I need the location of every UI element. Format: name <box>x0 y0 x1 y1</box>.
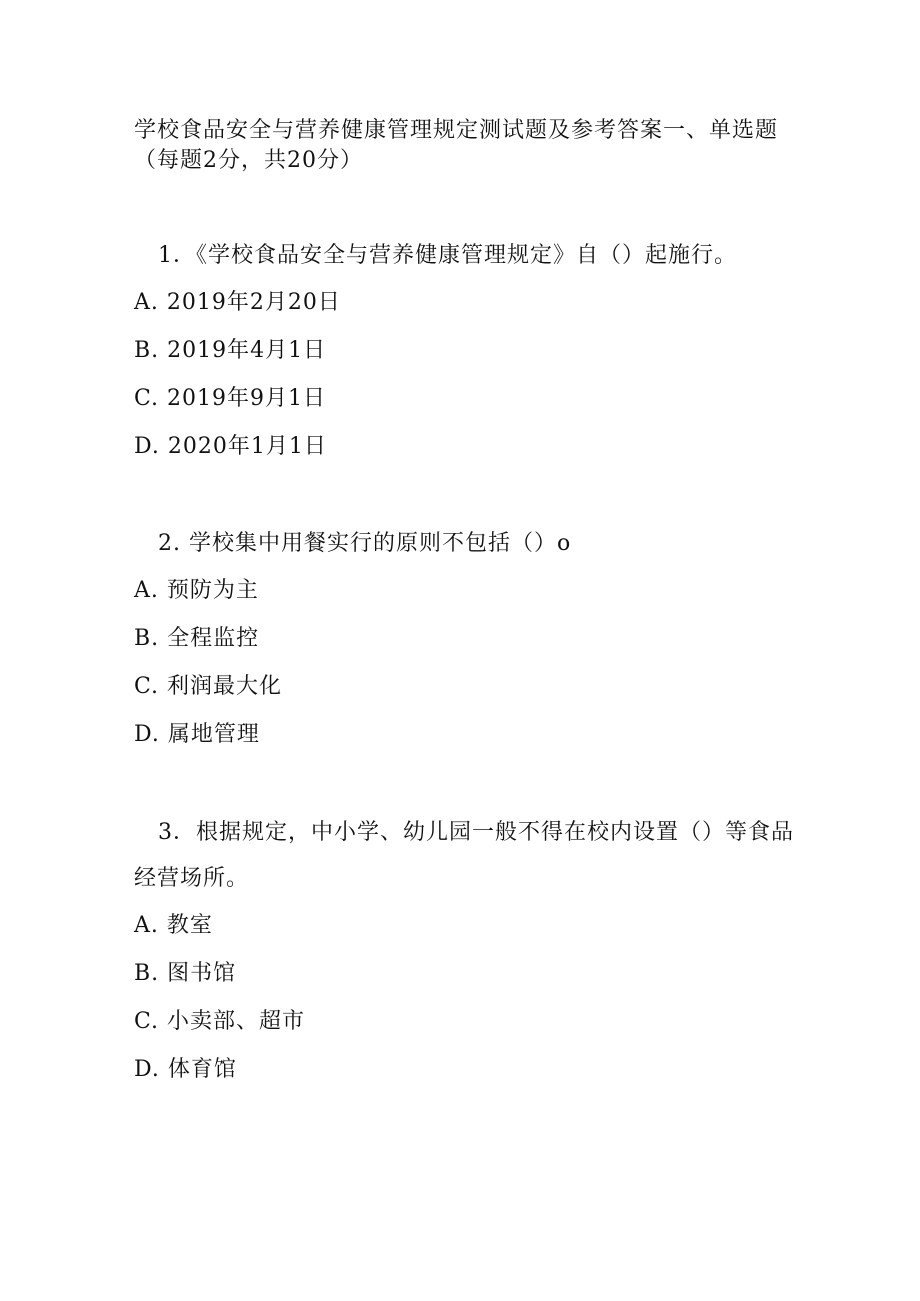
question-1 <box>134 233 794 471</box>
option-b: B. 图书馆 <box>134 961 237 986</box>
question-stem: 2. 学校集中用餐实行的原则不包括（）o <box>158 531 572 556</box>
option-list <box>134 902 794 1094</box>
option-c: C. 2019年9月1日 <box>134 386 327 411</box>
question-stem: 3．根据规定，中小学、幼儿园一般不得在校内设置（）等食品经营场所。 <box>134 820 794 891</box>
option-c: C. 利润最大化 <box>134 674 283 699</box>
option-list <box>134 279 794 471</box>
question-3 <box>134 810 794 1094</box>
option-b: B. 2019年4月1日 <box>134 338 327 363</box>
document-title: 学校食品安全与营养健康管理规定测试题及参考答案一、单选题（每题2分，共20分） <box>134 118 779 173</box>
option-list <box>134 567 794 759</box>
option-d: D. 属地管理 <box>134 722 260 747</box>
option-d: D. 2020年1月1日 <box>134 434 327 459</box>
option-d: D. 体育馆 <box>134 1057 237 1082</box>
option-a: A. 预防为主 <box>134 578 259 603</box>
question-stem: 1．《学校食品安全与营养健康管理规定》自（）起施行。 <box>158 243 737 268</box>
question-2 <box>134 521 794 759</box>
option-a: A. 2019年2月20日 <box>134 290 341 315</box>
option-a: A. 教室 <box>134 913 213 938</box>
option-c: C. 小卖部、超市 <box>134 1009 306 1034</box>
option-b: B. 全程监控 <box>134 626 260 651</box>
